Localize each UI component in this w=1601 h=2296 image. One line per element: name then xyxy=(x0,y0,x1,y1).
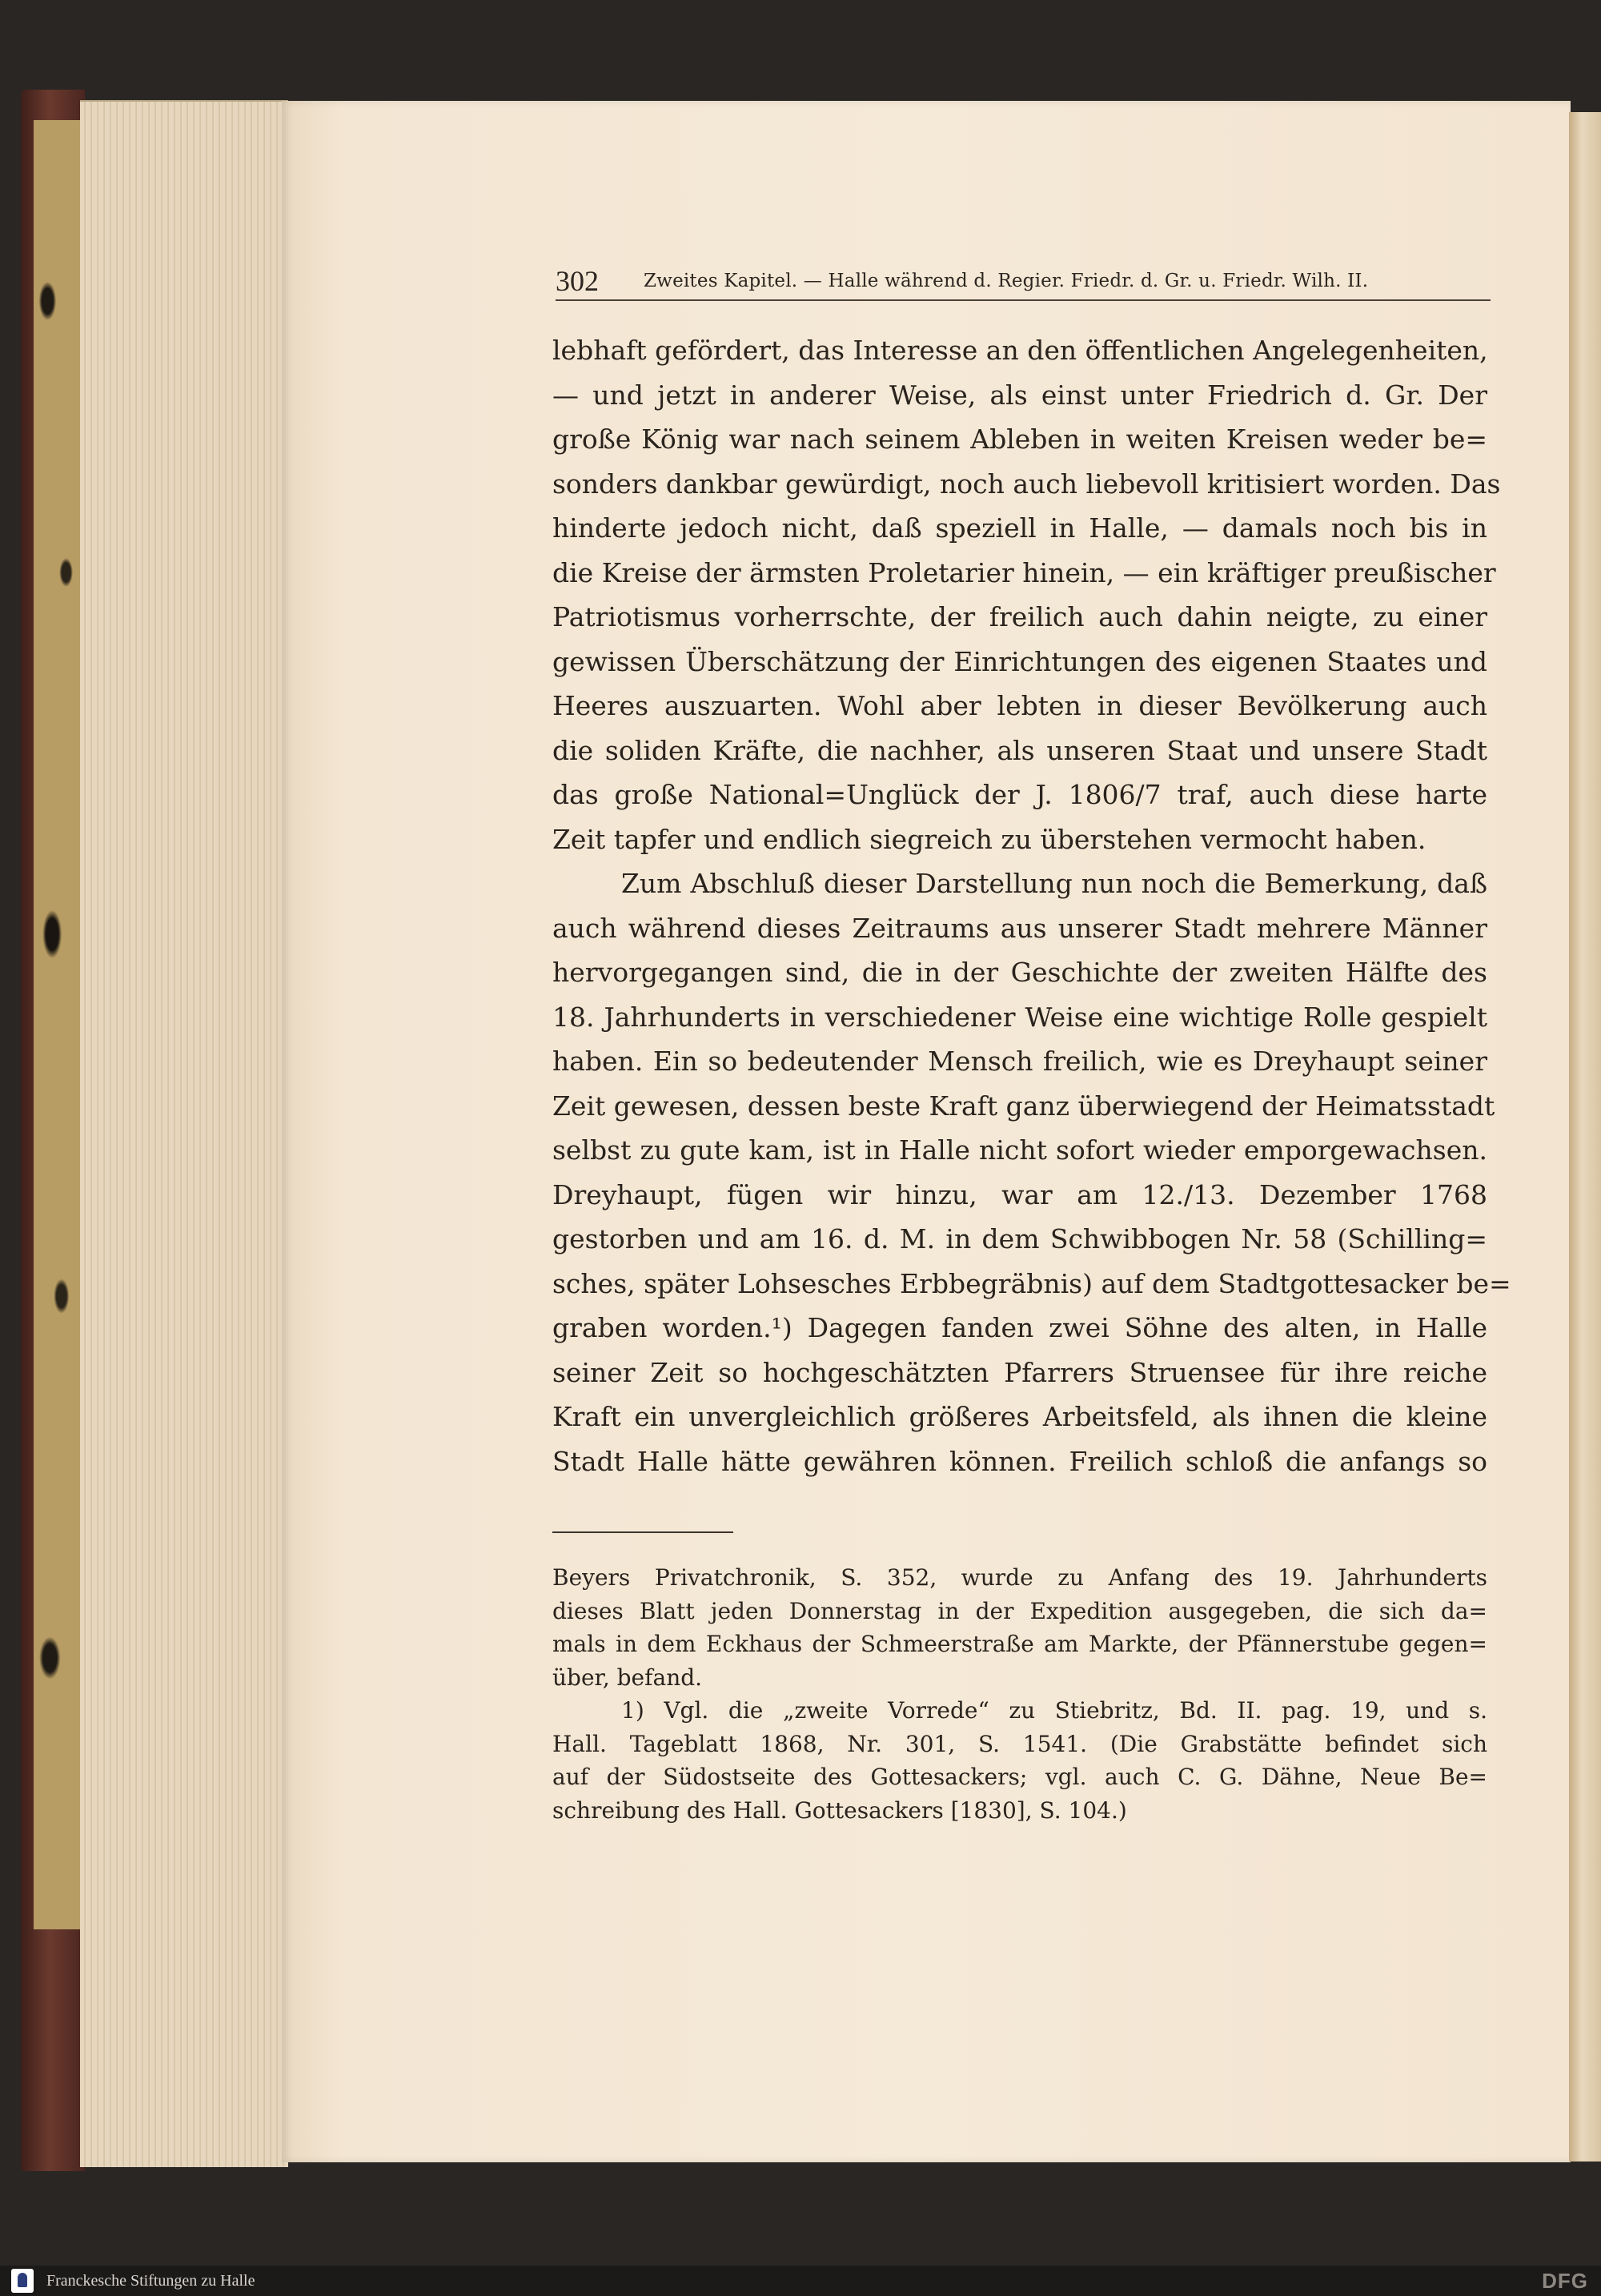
page-edges xyxy=(80,100,288,2167)
body-line: graben worden.¹) Dagegen fanden zwei Söhne des alten, in Halle xyxy=(552,1312,1487,1343)
footnotes xyxy=(552,1561,1487,1827)
body-line: Kraft ein unvergleichlich größeres Arbeitsfeld, als ihnen die kleine xyxy=(552,1401,1487,1432)
footnote-rule xyxy=(552,1531,733,1533)
footnote-line: mals in dem Eckhaus der Schmeerstraße am Markte, der Pfännerstube gegen= xyxy=(552,1631,1487,1657)
running-head xyxy=(556,263,1491,301)
body-line: Zeit gewesen, dessen beste Kraft ganz überwiegend der Heimatsstadt xyxy=(552,1090,1495,1122)
body-line: sches, später Lohsesches Erbbegräbnis) auf dem Stadtgottesacker be= xyxy=(552,1267,1511,1299)
body-line: lebhaft gefördert, das Interesse an den öffentlichen Angelegenheiten, xyxy=(552,335,1488,366)
footer-institution: Franckesche Stiftungen zu Halle xyxy=(46,2272,255,2290)
dfg-logo: DFG xyxy=(1542,2269,1588,2293)
body-line: 18. Jahrhunderts in verschiedener Weise eine wichtige Rolle gespielt xyxy=(552,1001,1487,1033)
body-line: große König war nach seinem Ableben in weiten Kreisen weder be= xyxy=(552,423,1487,455)
marbled-endpaper xyxy=(34,120,80,1929)
body-line: hinderte jedoch nicht, daß speziell in Halle, — damals noch bis in xyxy=(552,512,1487,544)
body-line: die soliden Kräfte, die nachher, als unseren Staat und unsere Stadt xyxy=(552,734,1487,766)
body-line: selbst zu gute kam, ist in Halle nicht sofort wieder emporgewachsen. xyxy=(552,1134,1487,1166)
footer-bar xyxy=(0,2266,1601,2296)
body-line: seiner Zeit so hochgeschätzten Pfarrers Struensee für ihre reiche xyxy=(552,1356,1487,1388)
body-line: Heeres auszuarten. Wohl aber lebten in dieser Bevölkerung auch xyxy=(552,690,1487,721)
page-right-edge xyxy=(1569,112,1601,2162)
body-line: hervorgegangen sind, die in der Geschichte der zweiten Hälfte des xyxy=(552,957,1487,988)
footnote-line: auf der Südostseite des Gottesackers; vgl. auch C. G. Dähne, Neue Be= xyxy=(552,1764,1487,1790)
body-line: Patriotismus vorherrschte, der freilich auch dahin neigte, zu einer xyxy=(552,601,1487,632)
page-number: 302 xyxy=(556,265,599,297)
body-line: die Kreise der ärmsten Proletarier hinein, — ein kräftiger preußischer xyxy=(552,556,1496,588)
footnote-line: über, befand. xyxy=(552,1664,703,1691)
footnote-line: 1) Vgl. die „zweite Vorrede“ zu Stiebritz, Bd. II. pag. 19, und s. xyxy=(621,1697,1487,1724)
body-line: auch während dieses Zeitraums aus unserer Stadt mehrere Männer xyxy=(552,912,1487,944)
body-line: gestorben und am 16. d. M. in dem Schwibbogen Nr. 58 (Schilling= xyxy=(552,1223,1487,1254)
institution-logo-icon xyxy=(11,2269,34,2293)
body-line: gewissen Überschätzung der Einrichtungen des eigenen Staates und xyxy=(552,645,1487,677)
footnote-line: dieses Blatt jeden Donnerstag in der Expedition ausgegeben, die sich da= xyxy=(552,1597,1487,1624)
body-line: — und jetzt in anderer Weise, als einst unter Friedrich d. Gr. Der xyxy=(552,379,1487,411)
body-line: haben. Ein so bedeutender Mensch freilich, wie es Dreyhaupt seiner xyxy=(552,1046,1487,1077)
footnote-line: schreibung des Hall. Gottesackers [1830], S. 104.) xyxy=(552,1796,1127,1824)
footnote-line: Hall. Tageblatt 1868, Nr. 301, S. 1541. (Die Grabstätte befindet sich xyxy=(552,1730,1487,1757)
body-line: sonders dankbar gewürdigt, noch auch liebevoll kritisiert worden. Das xyxy=(552,468,1501,500)
body-line: Stadt Halle hätte gewähren können. Freilich schloß die anfangs so xyxy=(552,1445,1487,1477)
body-line: Zum Abschluß dieser Darstellung nun noch die Bemerkung, daß xyxy=(621,868,1487,899)
body-text xyxy=(552,328,1511,1483)
body-line: das große National=Unglück der J. 1806/7 traf, auch diese harte xyxy=(552,779,1487,810)
footnote-line: Beyers Privatchronik, S. 352, wurde zu Anfang des 19. Jahrhunderts xyxy=(552,1564,1487,1591)
body-line: Dreyhaupt, fügen wir hinzu, war am 12./13. Dezember 1768 xyxy=(552,1178,1487,1210)
body-line: Zeit tapfer und endlich siegreich zu überstehen vermocht haben. xyxy=(552,823,1426,855)
running-head-title: Zweites Kapitel. — Halle während d. Regier. Friedr. d. Gr. u. Friedr. Wilh. II. xyxy=(644,271,1369,291)
